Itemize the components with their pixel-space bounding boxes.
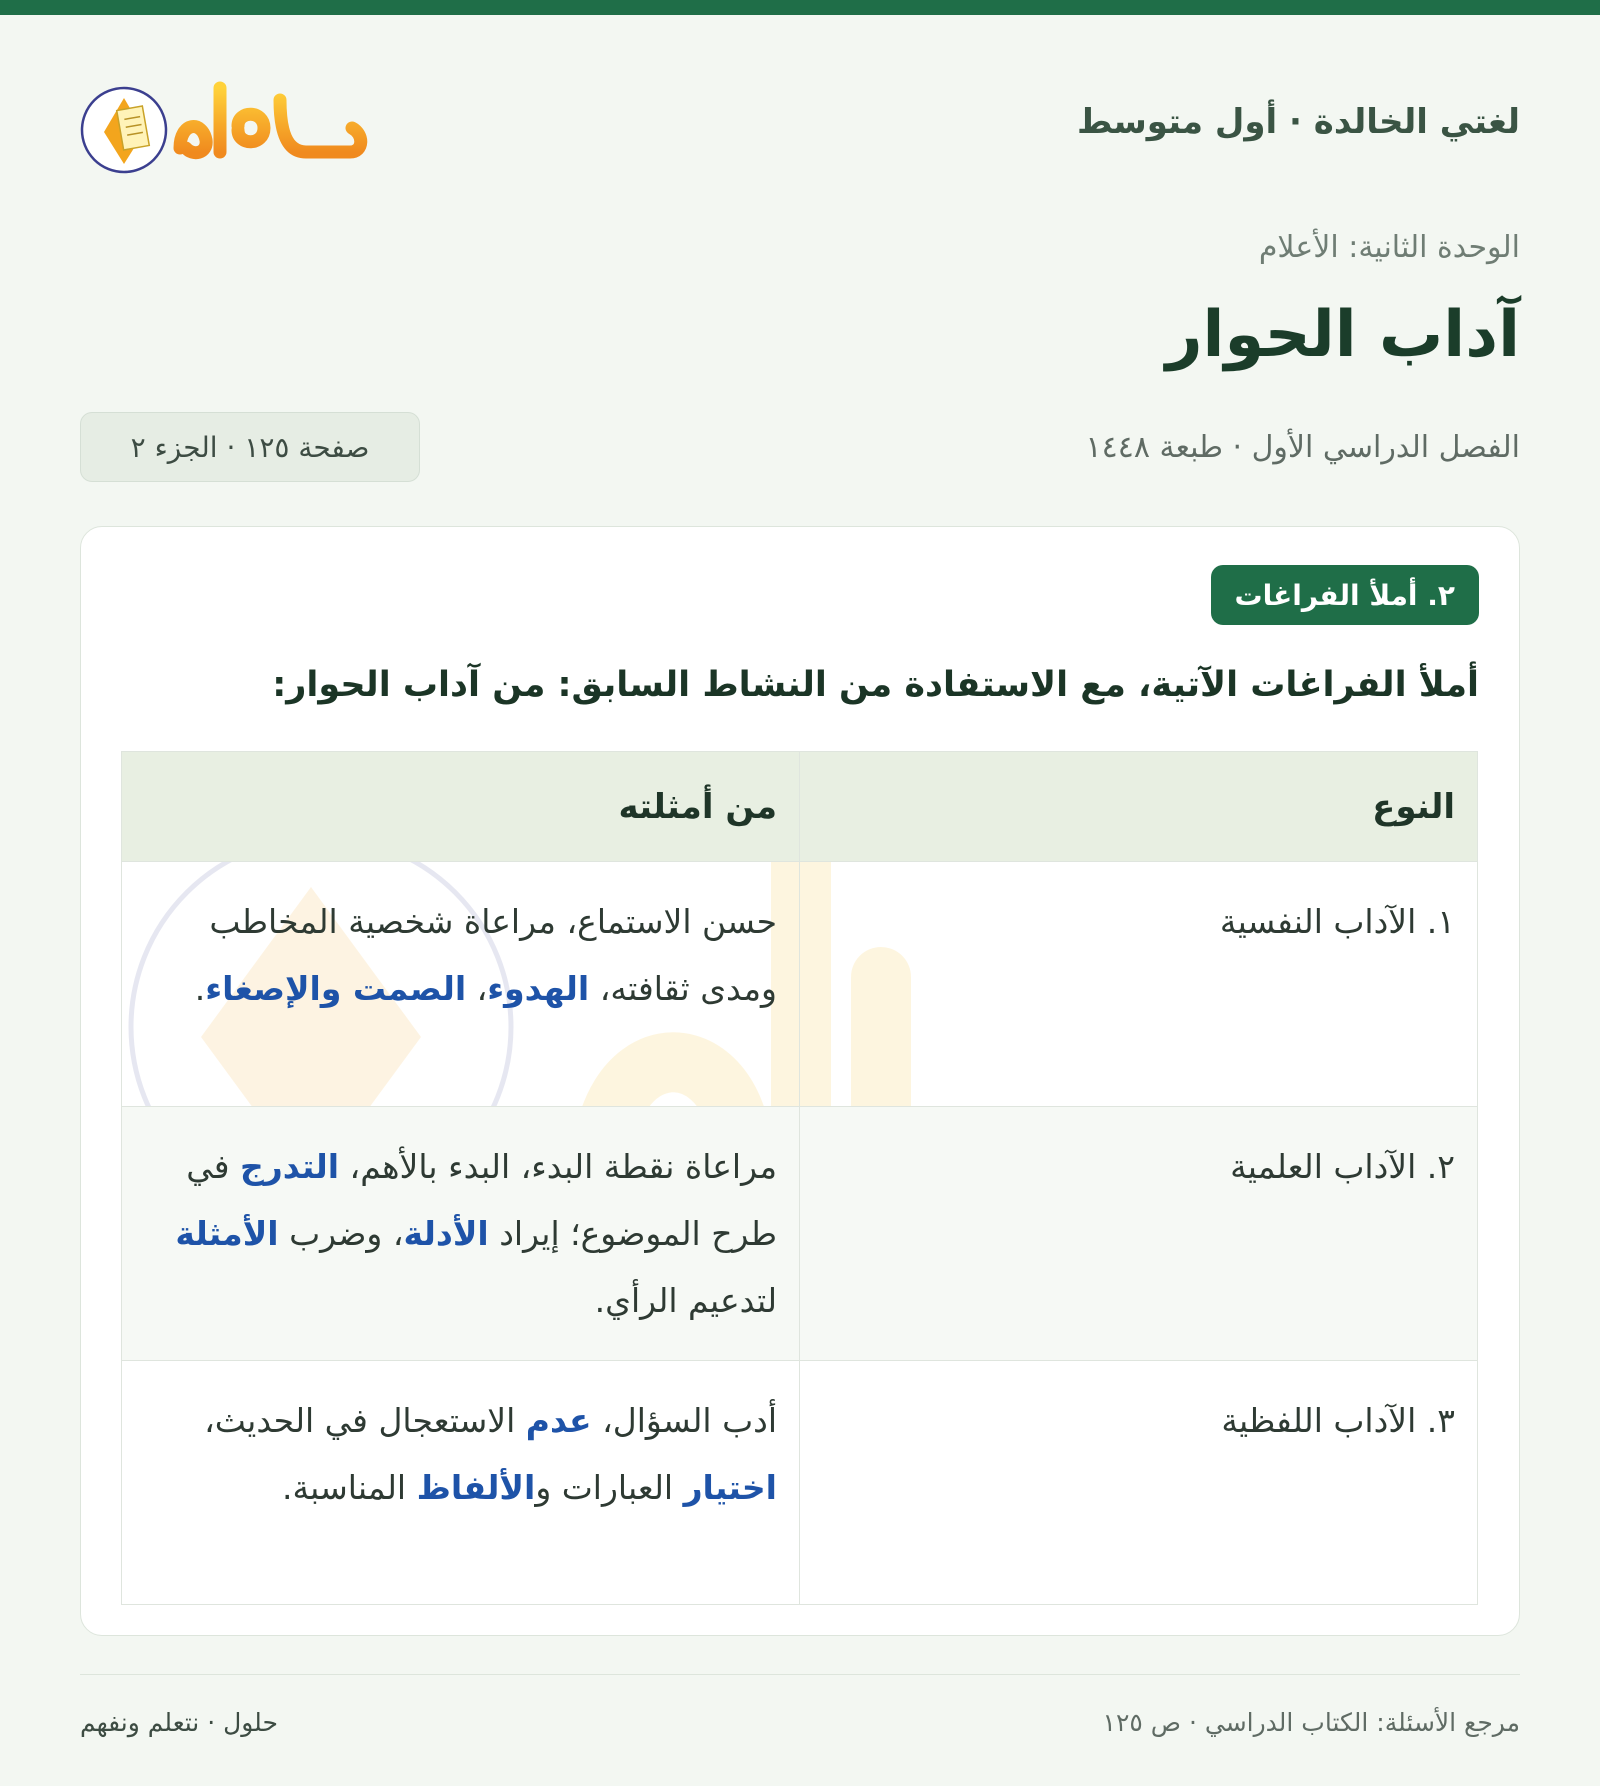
row-type: ١. الآداب النفسية (800, 862, 1478, 1107)
page-header (80, 60, 1520, 180)
row-examples (122, 862, 800, 1107)
example-text: في طرح الموضوع؛ إيراد (186, 1147, 777, 1253)
filled-answer: الأمثلة (175, 1214, 279, 1253)
filled-answer: الصمت والإصغاء (205, 969, 467, 1008)
example-text: العبارات و (535, 1468, 684, 1507)
filled-answer: الهدوء (487, 969, 590, 1008)
lesson-title: آداب الحوار (1165, 298, 1520, 372)
table-row (122, 1107, 1478, 1361)
example-text: حسن الاستماع، مراعاة شخصية المخاطب ومدى ثقافته، (209, 902, 777, 1008)
table-header-row (122, 752, 1478, 862)
filled-answer: الأدلة (403, 1214, 489, 1253)
exercise-instruction: أملأ الفراغات الآتية، مع الاستفادة من النشاط السابق: من آداب الحوار: (272, 665, 1479, 705)
filled-answer: اختيار (683, 1468, 777, 1507)
example-text: أدب السؤال، (591, 1401, 777, 1440)
example-text: المناسبة. (282, 1468, 417, 1507)
row-examples (122, 1107, 800, 1361)
footer-divider (80, 1674, 1520, 1675)
etiquette-table (121, 751, 1478, 1605)
example-text: مراعاة نقطة البدء، البدء بالأهم، (339, 1147, 777, 1186)
example-text: ، (466, 969, 488, 1008)
row-type: ٣. الآداب اللفظية (800, 1361, 1478, 1605)
table-row (122, 862, 1478, 1107)
section-badge: ٢. أملأ الفراغات (1211, 565, 1479, 625)
filled-answer: التدرج (240, 1147, 340, 1186)
top-accent-bar (0, 0, 1600, 15)
example-text: . (194, 969, 206, 1008)
unit-label: الوحدة الثانية: الأعلام (1258, 230, 1520, 265)
page-chip: صفحة ١٢٥ · الجزء ٢ (80, 412, 420, 482)
row-examples (122, 1361, 800, 1605)
column-header-examples: من أمثلته (122, 752, 800, 862)
term-label: الفصل الدراسي الأول · طبعة ١٤٤٨ (1085, 430, 1520, 465)
course-title: لغتي الخالدة · أول متوسط (1076, 102, 1520, 142)
example-text: الاستعجال في الحديث، (204, 1401, 526, 1440)
column-header-type: النوع (800, 752, 1478, 862)
filled-answer: عدم (525, 1401, 592, 1440)
table-row (122, 1361, 1478, 1605)
footer-brand: حلول · نتعلم ونفهم (80, 1708, 278, 1737)
example-text: لتدعيم الرأي. (594, 1281, 777, 1320)
row-type: ٢. الآداب العلمية (800, 1107, 1478, 1361)
hulool-logo[interactable] (80, 70, 370, 190)
filled-answer: الألفاظ (416, 1468, 536, 1507)
exercise-card (80, 526, 1520, 1636)
example-text: ، وضرب (278, 1214, 404, 1253)
footer-reference: مرجع الأسئلة: الكتاب الدراسي · ص ١٢٥ (1102, 1708, 1520, 1737)
